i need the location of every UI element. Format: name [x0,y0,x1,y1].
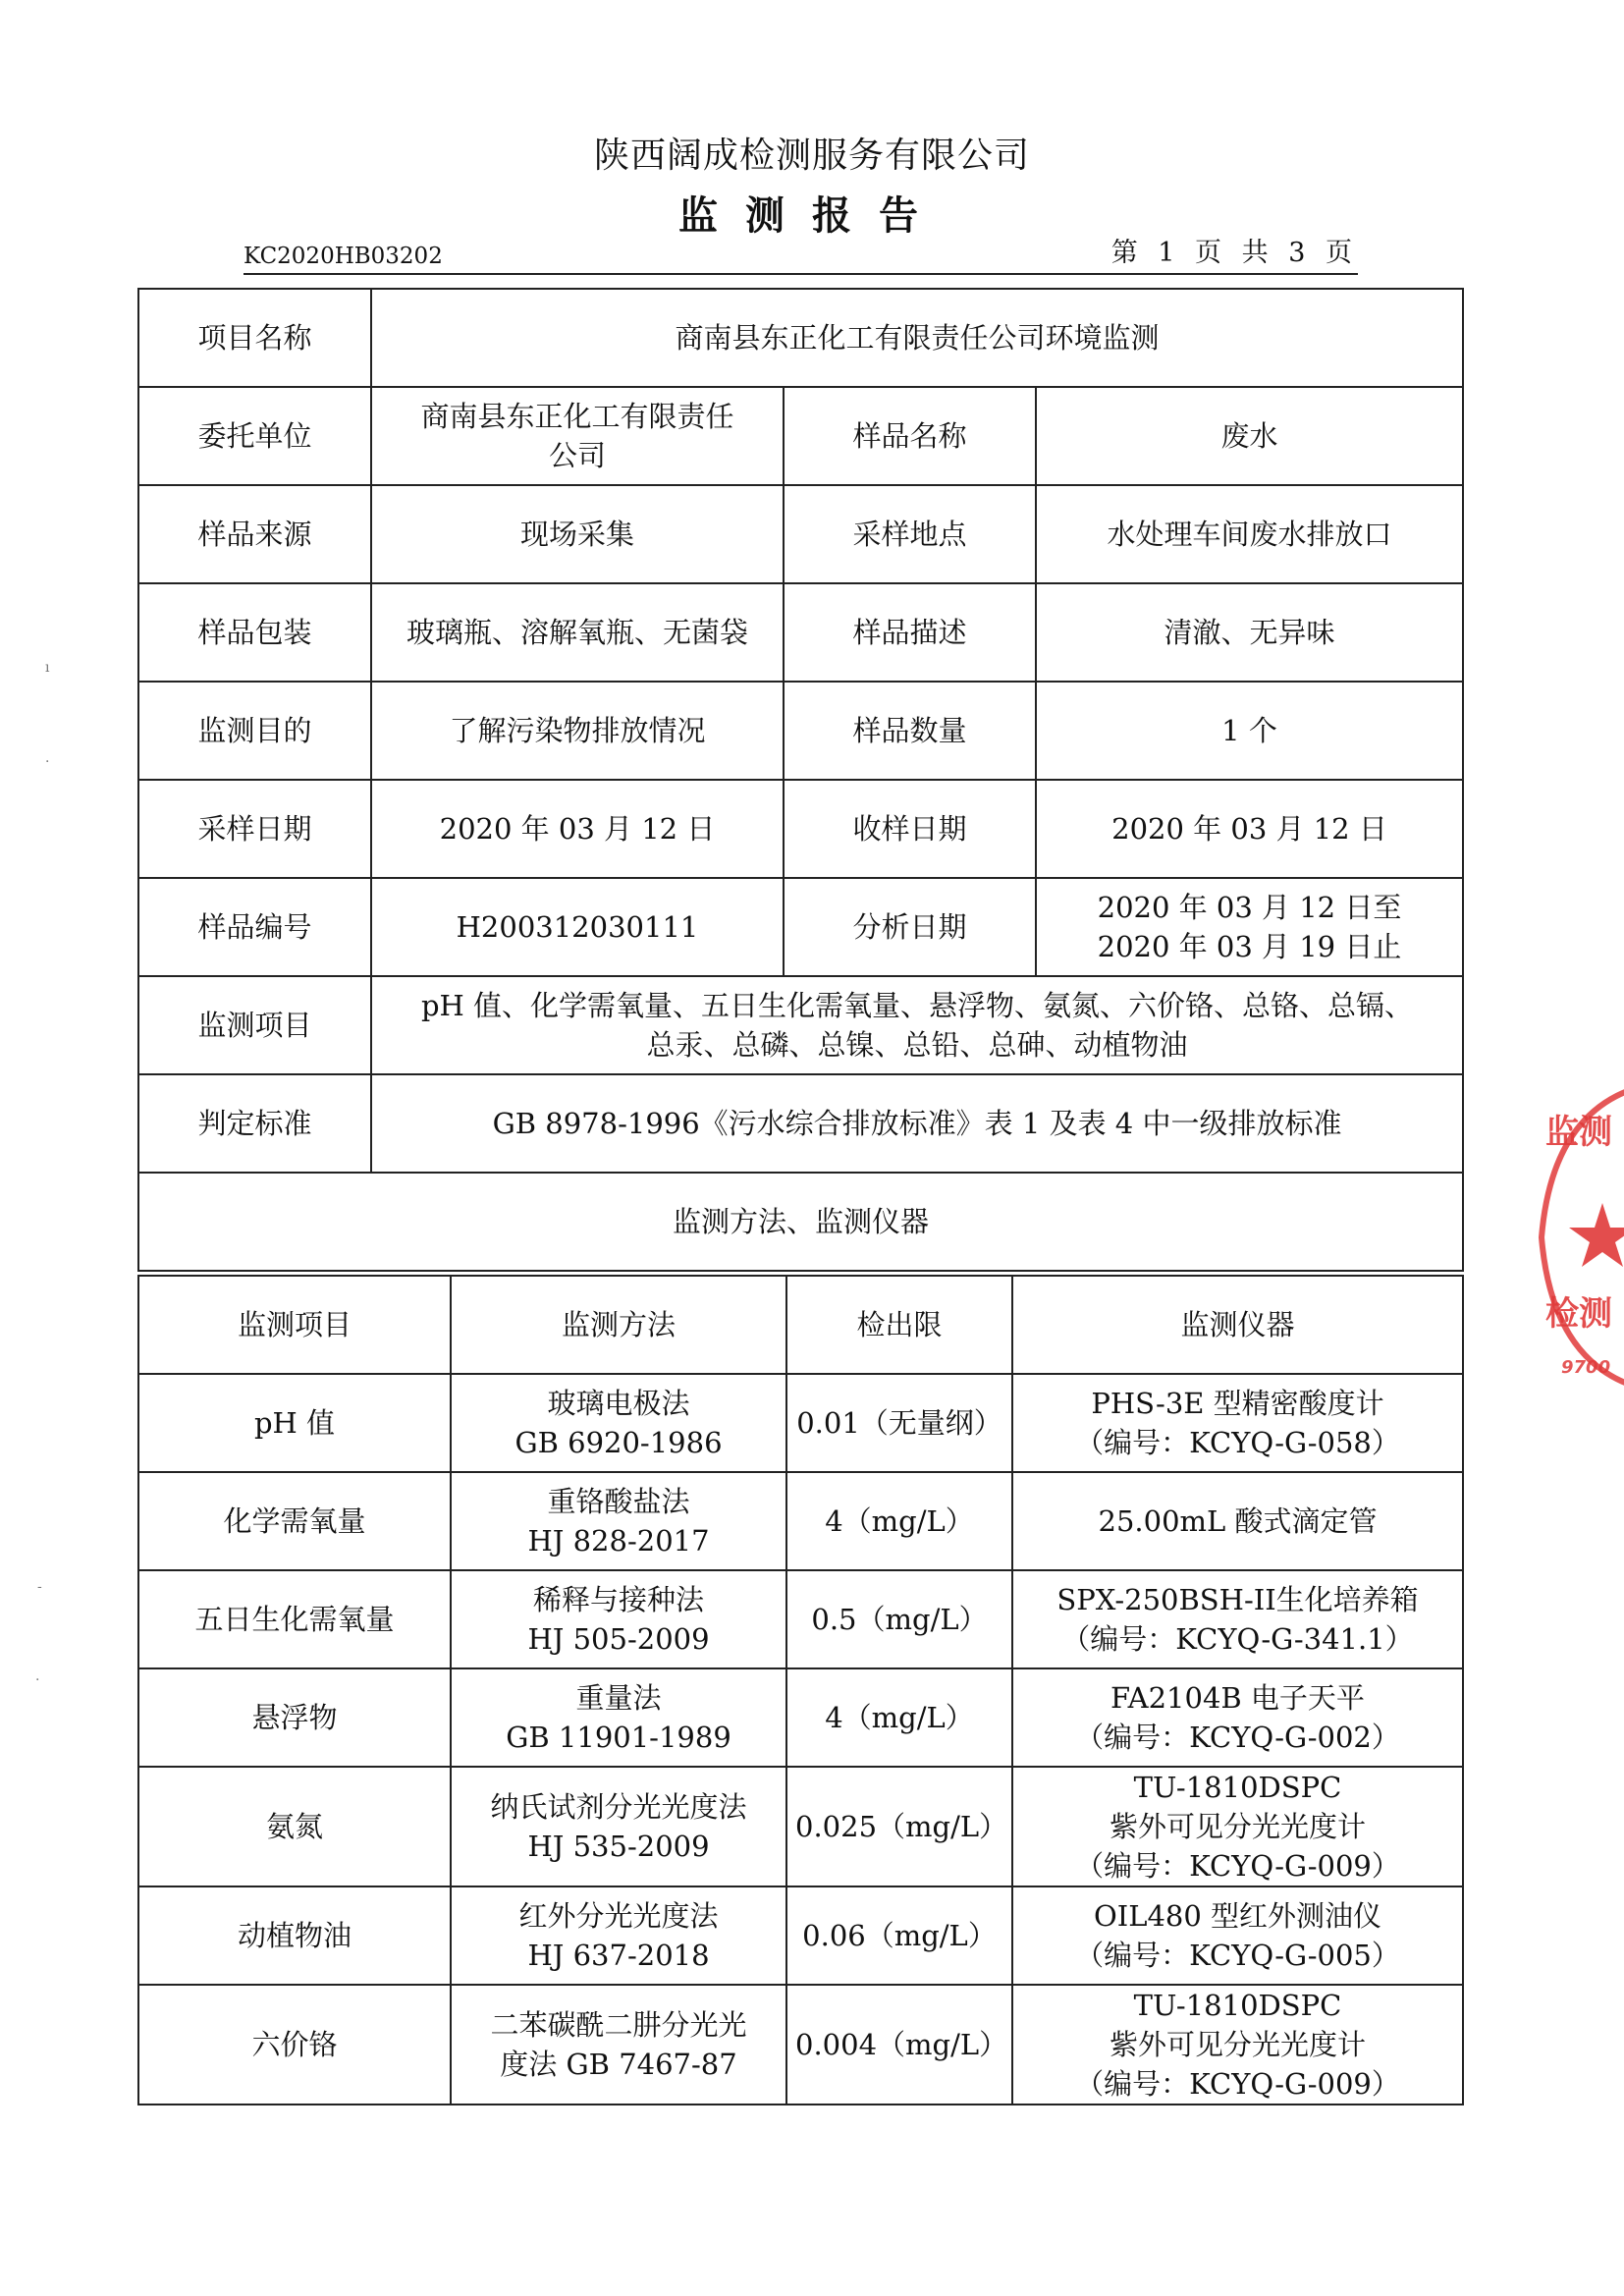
analysis-date-line: 2020 年 03 月 12 日至 [1097,891,1402,924]
methods-table-body [138,1276,1463,2105]
method-cell-line: 红外分光光度法 [518,1899,719,1933]
method-cell-line: 二苯碳酰二肼分光光 [490,2008,747,2042]
scan-speck: · [35,1672,40,1688]
sample-number: H200312030111 [371,878,784,976]
table-row [138,1374,1463,1472]
label-cell: 委托单位 [138,387,371,485]
table-row [138,1570,1463,1668]
label-cell: 监测目的 [138,682,371,780]
item-cell: 氨氮 [138,1767,451,1886]
table-row [138,780,1463,878]
table-row [138,1886,1463,1985]
limit-cell: 0.06（mg/L） [786,1886,1012,1985]
description: 清澈、无异味 [1036,583,1463,682]
analysis-date [1036,878,1463,976]
client-name [371,387,784,485]
instrument-cell-line: （编号：KCYQ-G-002） [1075,1721,1400,1754]
instrument-cell-line: （编号：KCYQ-G-009） [1075,1849,1400,1883]
limit-cell: 0.004（mg/L） [786,1985,1012,2105]
label-cell: 监测项目 [138,976,371,1074]
label-cell: 项目名称 [138,289,371,387]
instrument-cell [1012,1886,1463,1985]
items-line: 总汞、总磷、总镍、总铅、总砷、动植物油 [646,1028,1188,1062]
label-cell: 样品包装 [138,583,371,682]
instrument-cell-line: （编号：KCYQ-G-341.1） [1061,1622,1414,1656]
label-cell: 分析日期 [784,878,1036,976]
method-cell [451,1374,786,1472]
table-row [138,289,1463,387]
table-row [138,1668,1463,1767]
instrument-cell-line: TU-1810DSPC [1133,1989,1342,2022]
label-cell: 采样日期 [138,780,371,878]
client-line: 公司 [548,439,606,472]
method-cell-line: 度法 GB 7467-87 [500,2048,737,2081]
method-cell-line: 玻璃电极法 [547,1387,690,1420]
instrument-cell [1012,1374,1463,1472]
instrument-cell-line: PHS-3E 型精密酸度计 [1091,1387,1384,1420]
instrument-cell-line: SPX-250BSH-II生化培养箱 [1056,1583,1419,1616]
instrument-cell [1012,1985,1463,2105]
sample-name: 废水 [1036,387,1463,485]
scan-speck: ı [45,660,50,676]
item-cell: 动植物油 [138,1886,451,1985]
sampling-date: 2020 年 03 月 12 日 [371,780,784,878]
method-cell-line: 稀释与接种法 [532,1583,704,1616]
company-name: 陕西阔成检测服务有限公司 [593,136,1030,176]
label-cell: 样品描述 [784,583,1036,682]
table-row [138,976,1463,1074]
header-instrument: 监测仪器 [1012,1276,1463,1374]
receipt-date: 2020 年 03 月 12 日 [1036,780,1463,878]
instrument-cell-line: FA2104B 电子天平 [1110,1681,1365,1715]
instrument-cell-line: OIL480 型红外测油仪 [1093,1899,1382,1933]
report-code: KC2020HB03202 [244,244,443,269]
label-cell: 样品编号 [138,878,371,976]
method-cell [451,1668,786,1767]
seal-star [1569,1203,1624,1267]
method-cell [451,1886,786,1985]
instrument-cell-line: （编号：KCYQ-G-009） [1075,2067,1400,2101]
instrument-cell [1012,1472,1463,1570]
method-cell [451,1767,786,1886]
table-row [138,387,1463,485]
method-cell-line: 纳氏试剂分光光度法 [490,1790,747,1824]
quantity: 1 个 [1036,682,1463,780]
instrument-cell-line: 25.00mL 酸式滴定管 [1098,1504,1378,1538]
label-cell: 样品来源 [138,485,371,583]
instrument-cell [1012,1767,1463,1886]
scan-speck: · [45,754,50,770]
page-number: 第 1 页 共 3 页 [1110,238,1358,268]
header-limit: 检出限 [786,1276,1012,1374]
item-cell: 悬浮物 [138,1668,451,1767]
item-cell: 五日生化需氧量 [138,1570,451,1668]
instrument-cell-line: （编号：KCYQ-G-058） [1075,1426,1400,1459]
method-cell [451,1472,786,1570]
table-row [138,1767,1463,1886]
limit-cell: 0.01（无量纲） [786,1374,1012,1472]
table-row [138,1985,1463,2105]
packaging: 玻璃瓶、溶解氧瓶、无菌袋 [371,583,784,682]
sample-source: 现场采集 [371,485,784,583]
seal-text-code: 9700 [1561,1357,1611,1378]
report-title: 监测报告 [678,193,946,239]
method-cell [451,1985,786,2105]
method-cell-line: GB 6920-1986 [514,1426,723,1459]
method-cell-line: HJ 828-2017 [527,1524,710,1558]
instrument-cell-line: 紫外可见分光光度计 [1109,1810,1366,1843]
table-row [138,1173,1463,1271]
table-row [138,1074,1463,1173]
table-row [138,583,1463,682]
methods-table [137,1275,1464,2105]
judgement-standard: GB 8978-1996《污水综合排放标准》表 1 及表 4 中一级排放标准 [371,1074,1463,1173]
items-line: pH 值、化学需氧量、五日生化需氧量、悬浮物、氨氮、六价铬、总铬、总镉、 [420,989,1414,1022]
scan-speck: - [37,1579,42,1595]
label-cell: 收样日期 [784,780,1036,878]
seal-text-mid: 检测 [1545,1294,1612,1334]
method-cell-line: HJ 535-2009 [527,1830,710,1863]
analysis-date-line: 2020 年 03 月 19 日止 [1097,930,1402,963]
purpose: 了解污染物排放情况 [371,682,784,780]
item-cell: pH 值 [138,1374,451,1472]
item-cell: 六价铬 [138,1985,451,2105]
table-row [138,878,1463,976]
methods-section-title: 监测方法、监测仪器 [138,1173,1463,1271]
info-table [137,288,1464,1272]
client-line: 商南县东正化工有限责任 [420,400,734,433]
limit-cell: 0.025（mg/L） [786,1767,1012,1886]
instrument-cell [1012,1570,1463,1668]
header-item: 监测项目 [138,1276,451,1374]
table-row [138,1472,1463,1570]
instrument-cell-line: （编号：KCYQ-G-005） [1075,1939,1400,1972]
label-cell: 样品数量 [784,682,1036,780]
project-name: 商南县东正化工有限责任公司环境监测 [371,289,1463,387]
table-header-row [138,1276,1463,1374]
method-cell [451,1570,786,1668]
method-cell-line: 重量法 [575,1681,662,1715]
limit-cell: 0.5（mg/L） [786,1570,1012,1668]
report-meta [244,238,1358,275]
method-cell-line: 重铬酸盐法 [547,1485,690,1518]
method-cell-line: HJ 505-2009 [527,1622,710,1656]
limit-cell: 4（mg/L） [786,1668,1012,1767]
label-cell: 判定标准 [138,1074,371,1173]
label-cell: 采样地点 [784,485,1036,583]
monitoring-items [371,976,1463,1074]
table-row [138,485,1463,583]
method-cell-line: HJ 637-2018 [527,1939,710,1972]
instrument-cell [1012,1668,1463,1767]
method-cell-line: GB 11901-1989 [506,1721,731,1754]
table-row [138,682,1463,780]
instrument-cell-line: 紫外可见分光光度计 [1109,2028,1366,2061]
item-cell: 化学需氧量 [138,1472,451,1570]
instrument-cell-line: TU-1810DSPC [1133,1771,1342,1804]
header-method: 监测方法 [451,1276,786,1374]
label-cell: 样品名称 [784,387,1036,485]
sampling-site: 水处理车间废水排放口 [1036,485,1463,583]
seal-text-top: 监测 [1545,1113,1612,1152]
limit-cell: 4（mg/L） [786,1472,1012,1570]
